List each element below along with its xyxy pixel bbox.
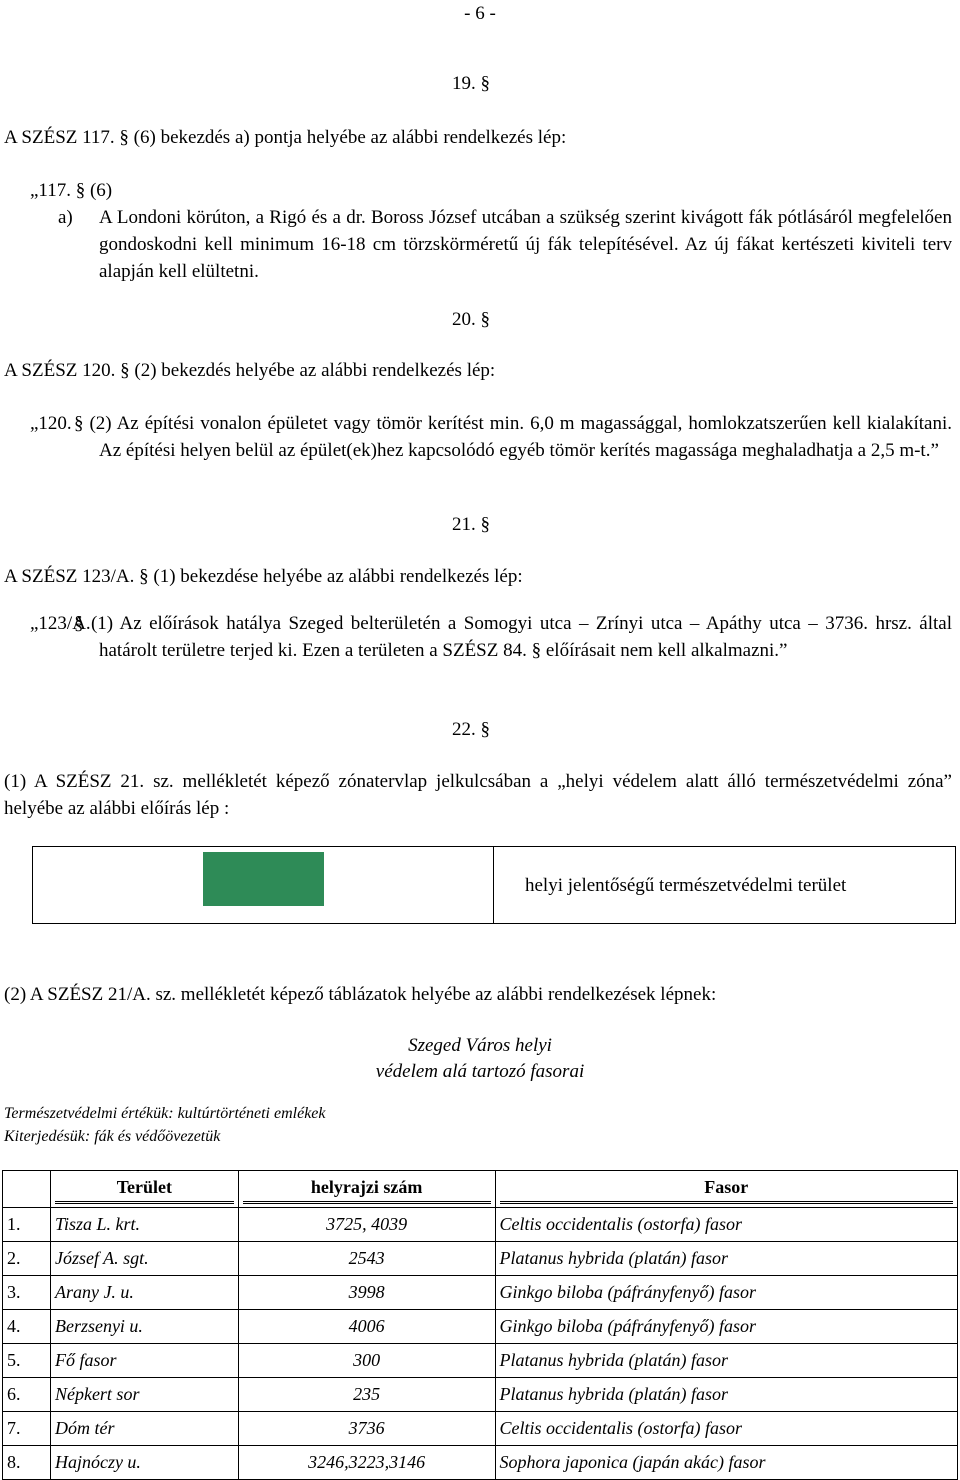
- meta-line-1: Természetvédelmi értékük: kultúrtörténeti emlékek: [4, 1105, 326, 1122]
- row-number: 3.: [3, 1276, 51, 1310]
- row-fasor: Ginkgo biloba (páfrányfenyő) fasor: [495, 1276, 957, 1310]
- meta-line-2: Kiterjedésük: fák és védőövezetük: [4, 1128, 221, 1145]
- row-hrsz: 3246,3223,3146: [238, 1446, 495, 1480]
- table-row: [3, 1344, 958, 1378]
- section-22-para-1: (1) A SZÉSZ 21. sz. mellékletét képező zónatervlap jelkulcsában a „helyi védelem alatt álló természetvédelmi zóna” helyébe az alábbi előírás lép :: [4, 771, 952, 819]
- row-terulet: József A. sgt.: [50, 1242, 238, 1276]
- table-row: [3, 1310, 958, 1344]
- header-hrsz: helyrajzi szám: [238, 1171, 495, 1208]
- row-terulet: Népkert sor: [50, 1378, 238, 1412]
- section-22-para-2: (2) A SZÉSZ 21/A. sz. mellékletét képező táblázatok helyébe az alábbi rendelkezések lépnek:: [4, 984, 717, 1005]
- row-number: 8.: [3, 1446, 51, 1480]
- table-row: [3, 1446, 958, 1480]
- row-fasor: Sophora japonica (japán akác) fasor: [495, 1446, 957, 1480]
- row-number: 5.: [3, 1344, 51, 1378]
- row-terulet: Fő fasor: [50, 1344, 238, 1378]
- section-21-quote-label: „123/A.: [30, 613, 91, 634]
- row-fasor: Platanus hybrida (platán) fasor: [495, 1344, 957, 1378]
- table-row: [3, 1412, 958, 1446]
- table-header-row: [3, 1171, 958, 1208]
- row-number: 6.: [3, 1378, 51, 1412]
- legend-divider: [493, 846, 494, 924]
- page-number: - 6 -: [464, 3, 496, 24]
- row-hrsz: 2543: [238, 1242, 495, 1276]
- row-hrsz: 3998: [238, 1276, 495, 1310]
- section-22-heading: 22. §: [452, 719, 490, 740]
- section-19-intro: A SZÉSZ 117. § (6) bekezdés a) pontja helyébe az alábbi rendelkezés lép:: [4, 127, 567, 148]
- section-20-heading: 20. §: [452, 309, 490, 330]
- table-row: [3, 1276, 958, 1310]
- row-fasor: Celtis occidentalis (ostorfa) fasor: [495, 1208, 957, 1242]
- table-row: [3, 1378, 958, 1412]
- section-19-item-text: A Londoni körúton, a Rigó és a dr. Boross József utcában a szükség szerint kivágott fák pótlásáról megfelelően gondoskodni kell minimum 16-18 cm törzskörméretű új fák telepítésével. Az új fákat kertészeti kiviteli terv alapján kell elültetni.: [99, 207, 952, 282]
- table-row: [3, 1242, 958, 1276]
- row-terulet: Berzsenyi u.: [50, 1310, 238, 1344]
- legend-label: helyi jelentőségű természetvédelmi terület: [525, 875, 847, 896]
- row-number: 7.: [3, 1412, 51, 1446]
- row-terulet: Tisza L. krt.: [50, 1208, 238, 1242]
- section-21-quote-text: § (1) Az előírások hatálya Szeged belterületén a Somogyi utca – Zrínyi utca – Apáthy utca – 3736. hrsz. által határolt területre terjed ki. Ezen a területen a SZÉSZ 84. § előírásait nem kell alkalmazni.”: [74, 613, 952, 661]
- row-hrsz: 235: [238, 1378, 495, 1412]
- row-fasor: Platanus hybrida (platán) fasor: [495, 1378, 957, 1412]
- section-19-item-label: a): [58, 207, 73, 228]
- header-terulet: Terület: [50, 1171, 238, 1208]
- section-21-intro: A SZÉSZ 123/A. § (1) bekezdése helyébe az alábbi rendelkezés lép:: [4, 566, 523, 587]
- row-fasor: Celtis occidentalis (ostorfa) fasor: [495, 1412, 957, 1446]
- row-hrsz: 3736: [238, 1412, 495, 1446]
- row-terulet: Arany J. u.: [50, 1276, 238, 1310]
- row-number: 2.: [3, 1242, 51, 1276]
- fasor-table: [2, 1170, 958, 1480]
- row-number: 4.: [3, 1310, 51, 1344]
- row-hrsz: 300: [238, 1344, 495, 1378]
- row-terulet: Dóm tér: [50, 1412, 238, 1446]
- section-21-heading: 21. §: [452, 514, 490, 535]
- table-title-line-2: védelem alá tartozó fasorai: [375, 1061, 585, 1082]
- header-fasor: Fasor: [495, 1171, 957, 1208]
- row-fasor: Ginkgo biloba (páfrányfenyő) fasor: [495, 1310, 957, 1344]
- table-title-line-1: Szeged Város helyi: [408, 1035, 552, 1056]
- header-empty: [3, 1171, 51, 1208]
- row-terulet: Hajnóczy u.: [50, 1446, 238, 1480]
- section-20-quote-label: „120.: [30, 413, 72, 434]
- table-row: [3, 1208, 958, 1242]
- section-20-quote-text: § (2) Az építési vonalon épületet vagy tömör kerítést min. 6,0 m magassággal, homlokzatszerűen kell kialakítani. Az építési helyen belül az épület(ek)hez kapcsolódó egyéb tömör kerítés magassága meghaladhatja a 2,5 m-t.”: [74, 413, 952, 461]
- row-number: 1.: [3, 1208, 51, 1242]
- section-19-heading: 19. §: [452, 73, 490, 94]
- row-fasor: Platanus hybrida (platán) fasor: [495, 1242, 957, 1276]
- legend-color-swatch: [203, 852, 324, 906]
- section-19-quote-head: „117. § (6): [30, 180, 113, 201]
- row-hrsz: 3725, 4039: [238, 1208, 495, 1242]
- section-20-intro: A SZÉSZ 120. § (2) bekezdés helyébe az alábbi rendelkezés lép:: [4, 360, 496, 381]
- row-hrsz: 4006: [238, 1310, 495, 1344]
